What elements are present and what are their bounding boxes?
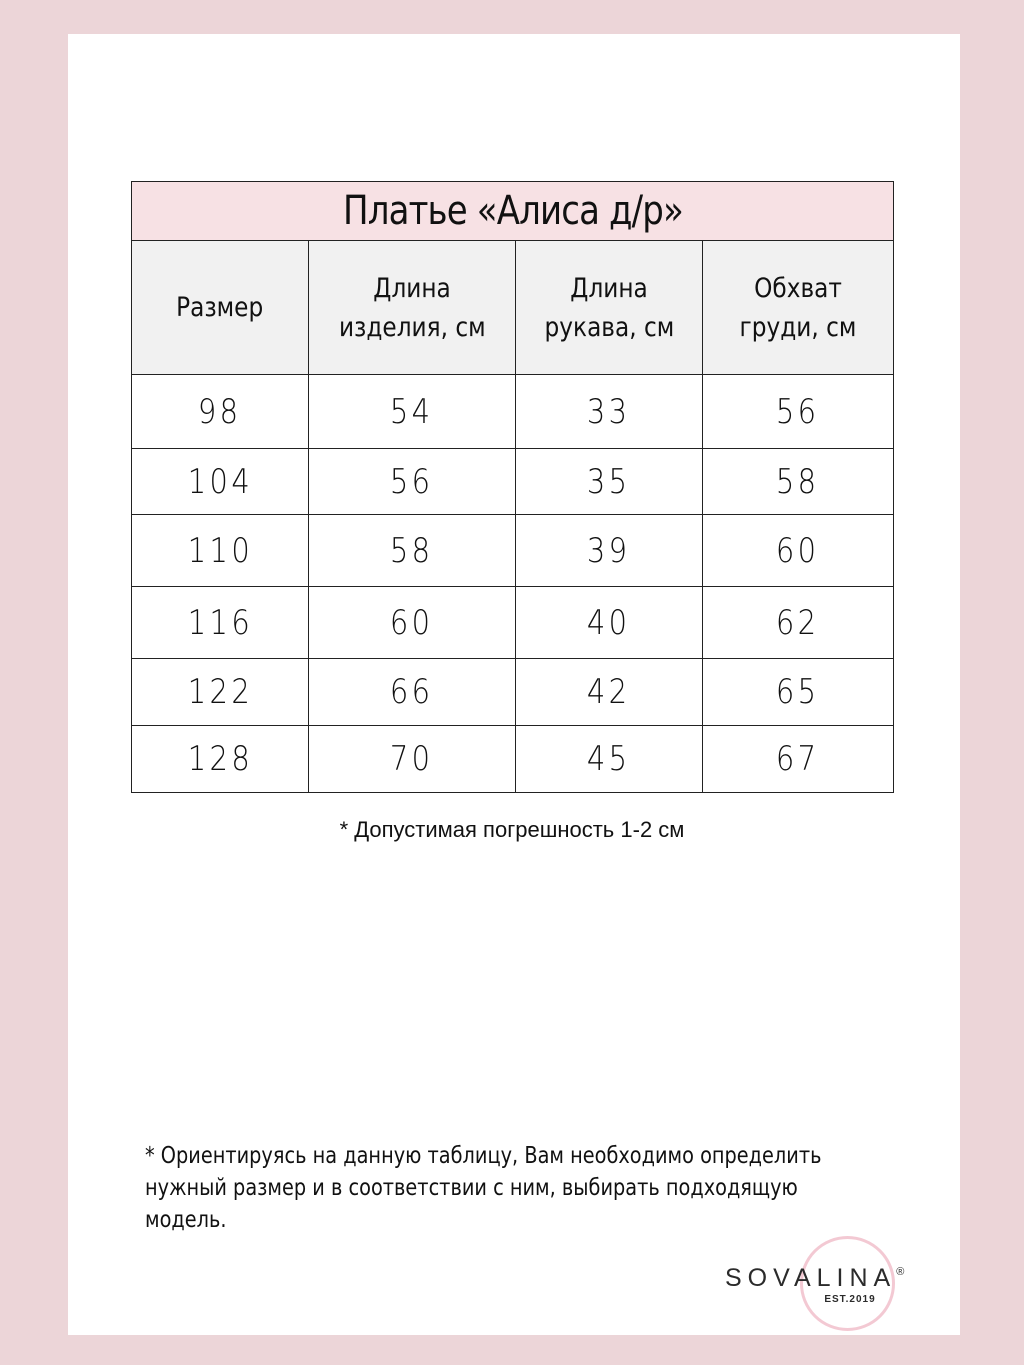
column-header-row [132, 241, 894, 375]
tolerance-note: * Допустимая погрешность 1-2 см [339, 817, 685, 842]
cell-chest: 58 [703, 449, 894, 515]
cell-garment-length: 66 [309, 659, 516, 726]
table-title: Платье «Алиса д/р» [132, 182, 894, 241]
cell-garment-length: 56 [309, 449, 516, 515]
column-header-chest: Обхват груди, см [703, 241, 894, 375]
table-row [132, 375, 894, 449]
cell-sleeve-length: 39 [516, 515, 703, 587]
table-row [132, 449, 894, 515]
column-header-garment-length: Длина изделия, см [309, 241, 516, 375]
table-row [132, 659, 894, 726]
cell-sleeve-length: 45 [516, 726, 703, 793]
guidance-note: * Ориентируясь на данную таблицу, Вам необходимо определить нужный размер и в соответствии с ним, выбирать подходящую модель. [145, 1143, 822, 1233]
brand-logo [725, 1240, 955, 1320]
registered-mark: ® [896, 1266, 905, 1278]
cell-chest: 62 [703, 587, 894, 659]
column-header-sleeve-length: Длина рукава, см [516, 241, 703, 375]
cell-size: 128 [132, 726, 309, 793]
table-row [132, 726, 894, 793]
cell-garment-length: 70 [309, 726, 516, 793]
cell-size: 116 [132, 587, 309, 659]
brand-name: SOVALINA® [725, 1264, 905, 1292]
cell-chest: 65 [703, 659, 894, 726]
cell-garment-length: 58 [309, 515, 516, 587]
cell-size: 98 [132, 375, 309, 449]
cell-size: 122 [132, 659, 309, 726]
cell-sleeve-length: 42 [516, 659, 703, 726]
column-header-size: Размер [132, 241, 309, 375]
cell-size: 104 [132, 449, 309, 515]
brand-established: EST.2019 [824, 1294, 876, 1305]
cell-garment-length: 60 [309, 587, 516, 659]
table-row [132, 515, 894, 587]
cell-chest: 60 [703, 515, 894, 587]
cell-garment-length: 54 [309, 375, 516, 449]
table-title-row [132, 182, 894, 241]
table-row [132, 587, 894, 659]
cell-sleeve-length: 35 [516, 449, 703, 515]
cell-chest: 56 [703, 375, 894, 449]
cell-size: 110 [132, 515, 309, 587]
size-table [131, 181, 894, 793]
cell-chest: 67 [703, 726, 894, 793]
cell-sleeve-length: 40 [516, 587, 703, 659]
cell-sleeve-length: 33 [516, 375, 703, 449]
